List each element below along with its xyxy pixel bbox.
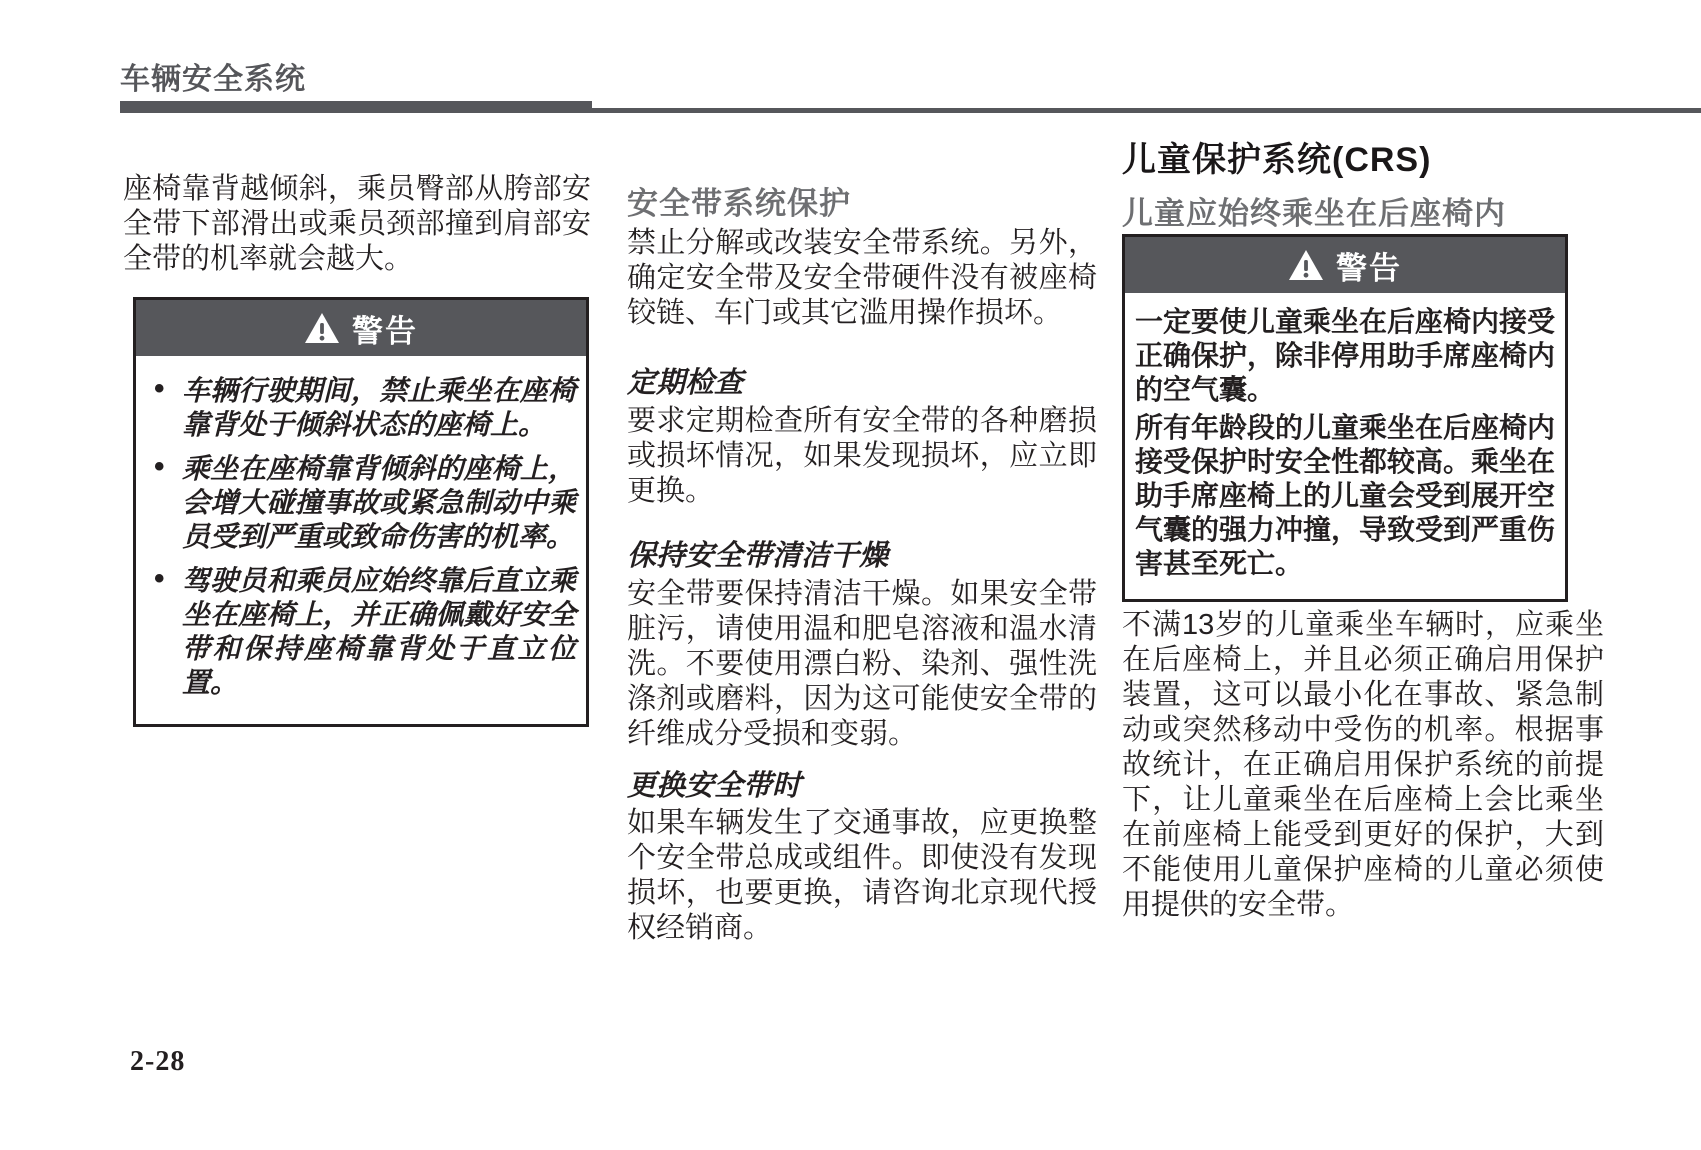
subsection-title-keep-clean-dry: 保持安全带清洁干燥 bbox=[627, 540, 889, 572]
warning-box-seat-recline bbox=[133, 297, 589, 727]
warning-paragraph: 所有年龄段的儿童乘坐在后座椅内接受保护时安全性都较高。乘坐在助手席座椅上的儿童会受到展开空气囊的强力冲撞，导致受到严重伤害甚至死亡。 bbox=[1135, 412, 1556, 579]
warning-title: 警告 bbox=[1336, 250, 1402, 286]
warning-bullet: • 乘坐在座椅靠背倾斜的座椅上，会增大碰撞事故或紧急制动中乘员受到严重或致命伤害的机率。 bbox=[146, 452, 576, 554]
subsection-heading-child-rear-seat: 儿童应始终乘坐在后座椅内 bbox=[1122, 196, 1506, 231]
warning-triangle-icon bbox=[304, 312, 340, 344]
warning-box-header bbox=[136, 300, 586, 356]
page-number: 2-28 bbox=[130, 1046, 186, 1077]
warning-bullet: • 车辆行驶期间，禁止乘坐在座椅靠背处于倾斜状态的座椅上。 bbox=[146, 374, 576, 442]
header-bar bbox=[120, 101, 592, 113]
subsection-body-replace-belt: 如果车辆发生了交通事故，应更换整个安全带总成或组件。即使没有发现损坏，也要更换，请咨询北京现代授权经销商。 bbox=[627, 807, 1097, 944]
section-heading-crs: 儿童保护系统(CRS) bbox=[1122, 141, 1432, 179]
warning-title: 警告 bbox=[352, 313, 418, 349]
warning-box-body bbox=[136, 356, 586, 724]
warning-box-child-rear-seat bbox=[1122, 234, 1568, 602]
section-heading-seatbelt-care: 安全带系统保护 bbox=[627, 186, 851, 221]
left-intro-paragraph: 座椅靠背越倾斜，乘员臀部从胯部安全带下部滑出或乘员颈部撞到肩部安全带的机率就会越大。 bbox=[123, 173, 591, 275]
subsection-body-periodic-check: 要求定期检查所有安全带的各种磨损或损坏情况，如果发现损坏，应立即更换。 bbox=[627, 405, 1097, 507]
seatbelt-care-intro: 禁止分解或改装安全带系统。另外，确定安全带及安全带硬件没有被座椅铰链、车门或其它滥用操作损坏。 bbox=[627, 227, 1097, 329]
warning-box-body bbox=[1125, 293, 1565, 599]
header-rule bbox=[592, 108, 1701, 113]
warning-triangle-icon bbox=[1288, 249, 1324, 281]
crs-body-paragraph: 不满13岁的儿童乘坐车辆时，应乘坐在后座椅上，并且必须正确启用保护装置，这可以最小化在事故、紧急制动或突然移动中受伤的机率。根据事故统计，在正确启用保护系统的前提下，让儿童乘坐在后座椅上会比乘坐在前座椅上能受到更好的保护，大到不能使用儿童保护座椅的儿童必须使用提供的安全带。 bbox=[1122, 609, 1604, 921]
warning-bullet: • 驾驶员和乘员应始终靠后直立乘坐在座椅上，并正确佩戴好安全带和保持座椅靠背处于直立位置。 bbox=[146, 564, 576, 700]
subsection-title-periodic-check: 定期检查 bbox=[627, 367, 744, 399]
subsection-title-replace-belt: 更换安全带时 bbox=[627, 770, 802, 802]
subsection-body-keep-clean-dry: 安全带要保持清洁干燥。如果安全带脏污，请使用温和肥皂溶液和温水清洗。不要使用漂白粉、染剂、强性洗涤剂或磨料，因为这可能使安全带的纤维成分受损和变弱。 bbox=[627, 578, 1097, 750]
warning-box-header bbox=[1125, 237, 1565, 293]
warning-bullet-list bbox=[146, 374, 576, 700]
warning-paragraph: 一定要使儿童乘坐在后座椅内接受正确保护，除非停用助手席座椅内的空气囊。 bbox=[1135, 306, 1556, 405]
page-title: 车辆安全系统 bbox=[120, 63, 306, 96]
